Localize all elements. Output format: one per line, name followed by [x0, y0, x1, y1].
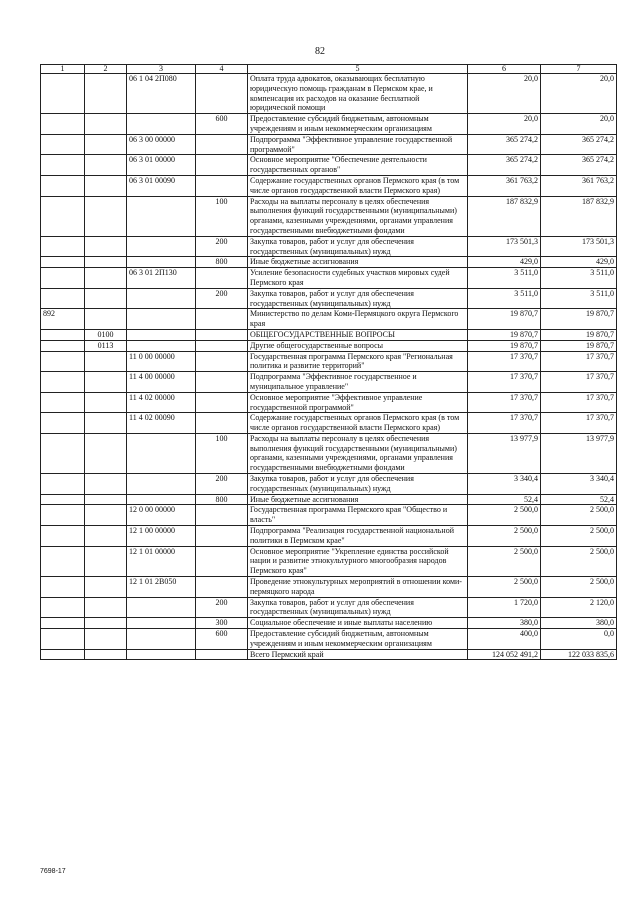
table-row [41, 175, 617, 196]
expense-type-code: 100 [196, 196, 248, 236]
table-row [41, 134, 617, 155]
amount-col-6: 1 720,0 [468, 597, 541, 618]
section-code [85, 236, 127, 257]
ministry-code [41, 577, 85, 598]
expense-name: Иные бюджетные ассигнования [248, 494, 468, 505]
amount-col-7: 2 500,0 [541, 505, 617, 526]
section-code [85, 577, 127, 598]
table-row [41, 649, 617, 660]
table-row [41, 433, 617, 473]
expense-type-code [196, 392, 248, 413]
target-article-code: 12 1 01 00000 [127, 546, 196, 576]
expense-type-code [196, 577, 248, 598]
expense-type-code [196, 505, 248, 526]
amount-col-7: 380,0 [541, 618, 617, 629]
amount-col-6: 3 511,0 [468, 288, 541, 309]
ministry-code [41, 268, 85, 289]
target-article-code: 11 4 00 00000 [127, 372, 196, 393]
amount-col-7: 19 870,7 [541, 329, 617, 340]
table-row [41, 236, 617, 257]
table-row [41, 474, 617, 495]
amount-col-6: 17 370,7 [468, 392, 541, 413]
ministry-code [41, 74, 85, 114]
target-article-code [127, 114, 196, 135]
ministry-code [41, 257, 85, 268]
section-code [85, 257, 127, 268]
expense-type-code [196, 74, 248, 114]
table-row [41, 340, 617, 351]
section-code [85, 413, 127, 434]
amount-col-6: 361 763,2 [468, 175, 541, 196]
table-row [41, 413, 617, 434]
amount-col-6: 19 870,7 [468, 329, 541, 340]
expense-name: Основное мероприятие "Эффективное управление государственной программой" [248, 392, 468, 413]
amount-col-6: 365 274,2 [468, 155, 541, 176]
expense-type-code: 200 [196, 597, 248, 618]
amount-col-7: 429,0 [541, 257, 617, 268]
ministry-code [41, 618, 85, 629]
target-article-code: 06 3 00 00000 [127, 134, 196, 155]
expense-name: Подпрограмма "Реализация государственной национальной политики в Пермском крае" [248, 526, 468, 547]
amount-col-6: 19 870,7 [468, 340, 541, 351]
expense-name: Проведение этнокультурных мероприятий в отношении коми-пермяцкого народа [248, 577, 468, 598]
page-number: 82 [315, 46, 325, 57]
table-row [41, 597, 617, 618]
table-row [41, 392, 617, 413]
expense-type-code [196, 268, 248, 289]
table-row [41, 494, 617, 505]
table-row [41, 257, 617, 268]
amount-col-7: 3 511,0 [541, 288, 617, 309]
target-article-code [127, 340, 196, 351]
expense-type-code: 600 [196, 629, 248, 650]
expense-type-code [196, 372, 248, 393]
section-code [85, 505, 127, 526]
ministry-code [41, 629, 85, 650]
expense-type-code [196, 649, 248, 660]
expense-type-code: 200 [196, 288, 248, 309]
expense-type-code: 200 [196, 474, 248, 495]
expense-name: Расходы на выплаты персоналу в целях обеспечения выполнения функций государственными (муниципальными) органами, казенными учреждениями, органами управления государственными внебюджетными фондами [248, 196, 468, 236]
table-row [41, 309, 617, 330]
target-article-code [127, 288, 196, 309]
expense-name: Государственная программа Пермского края "Региональная политика и развитие территорий" [248, 351, 468, 372]
table-row [41, 618, 617, 629]
expense-name: Закупка товаров, работ и услуг для обеспечения государственных (муниципальных) нужд [248, 597, 468, 618]
expense-type-code: 600 [196, 114, 248, 135]
target-article-code: 06 1 04 2П080 [127, 74, 196, 114]
amount-col-7: 2 120,0 [541, 597, 617, 618]
ministry-code [41, 288, 85, 309]
table-row [41, 196, 617, 236]
amount-col-7: 187 832,9 [541, 196, 617, 236]
amount-col-7: 19 870,7 [541, 309, 617, 330]
ministry-code [41, 329, 85, 340]
section-code: 0100 [85, 329, 127, 340]
section-code [85, 392, 127, 413]
amount-col-6: 17 370,7 [468, 413, 541, 434]
table-row [41, 629, 617, 650]
expense-type-code [196, 155, 248, 176]
section-code [85, 309, 127, 330]
expense-name: Государственная программа Пермского края "Общество и власть" [248, 505, 468, 526]
ministry-code [41, 196, 85, 236]
section-code [85, 74, 127, 114]
column-number-row [41, 65, 617, 74]
amount-col-6: 3 511,0 [468, 268, 541, 289]
expense-type-code [196, 526, 248, 547]
ministry-code [41, 236, 85, 257]
section-code [85, 175, 127, 196]
section-code [85, 155, 127, 176]
amount-col-7: 2 500,0 [541, 577, 617, 598]
ministry-code [41, 546, 85, 576]
expense-name: Основное мероприятие "Укрепление единства российской нации и развитие этнокультурного многообразия народов Пермского края" [248, 546, 468, 576]
amount-col-6: 187 832,9 [468, 196, 541, 236]
expense-type-code: 300 [196, 618, 248, 629]
amount-col-6: 173 501,3 [468, 236, 541, 257]
target-article-code: 12 0 00 00000 [127, 505, 196, 526]
amount-col-6: 2 500,0 [468, 577, 541, 598]
ministry-code [41, 494, 85, 505]
expense-type-code [196, 309, 248, 330]
amount-col-7: 2 500,0 [541, 546, 617, 576]
target-article-code [127, 433, 196, 473]
expense-name: Предоставление субсидий бюджетным, автономным учреждениям и иным некоммерческим организациям [248, 629, 468, 650]
section-code [85, 433, 127, 473]
section-code [85, 288, 127, 309]
amount-col-6: 124 052 491,2 [468, 649, 541, 660]
amount-col-6: 20,0 [468, 74, 541, 114]
column-number: 4 [196, 65, 248, 74]
amount-col-7: 17 370,7 [541, 372, 617, 393]
section-code [85, 268, 127, 289]
amount-col-6: 2 500,0 [468, 546, 541, 576]
target-article-code: 06 3 01 00090 [127, 175, 196, 196]
target-article-code: 11 0 00 00000 [127, 351, 196, 372]
budget-table [40, 64, 617, 660]
section-code [85, 114, 127, 135]
table-row [41, 505, 617, 526]
target-article-code [127, 329, 196, 340]
target-article-code: 11 4 02 00090 [127, 413, 196, 434]
target-article-code [127, 309, 196, 330]
expense-type-code [196, 329, 248, 340]
section-code [85, 526, 127, 547]
column-number: 2 [85, 65, 127, 74]
amount-col-7: 122 033 835,6 [541, 649, 617, 660]
amount-col-6: 400,0 [468, 629, 541, 650]
target-article-code: 06 3 01 2П130 [127, 268, 196, 289]
target-article-code [127, 597, 196, 618]
ministry-code [41, 413, 85, 434]
amount-col-7: 17 370,7 [541, 413, 617, 434]
section-code [85, 629, 127, 650]
ministry-code [41, 340, 85, 351]
target-article-code [127, 474, 196, 495]
section-code [85, 372, 127, 393]
amount-col-7: 17 370,7 [541, 351, 617, 372]
expense-type-code [196, 413, 248, 434]
target-article-code [127, 629, 196, 650]
section-code [85, 494, 127, 505]
amount-col-7: 13 977,9 [541, 433, 617, 473]
expense-type-code: 200 [196, 236, 248, 257]
amount-col-6: 20,0 [468, 114, 541, 135]
section-code [85, 597, 127, 618]
amount-col-6: 2 500,0 [468, 526, 541, 547]
expense-name: Иные бюджетные ассигнования [248, 257, 468, 268]
ministry-code [41, 433, 85, 473]
target-article-code: 12 1 00 00000 [127, 526, 196, 547]
section-code: 0113 [85, 340, 127, 351]
expense-name: Всего Пермский край [248, 649, 468, 660]
ministry-code [41, 175, 85, 196]
section-code [85, 196, 127, 236]
ministry-code [41, 505, 85, 526]
target-article-code [127, 618, 196, 629]
amount-col-7: 3 340,4 [541, 474, 617, 495]
target-article-code [127, 649, 196, 660]
target-article-code: 12 1 01 2В050 [127, 577, 196, 598]
ministry-code [41, 649, 85, 660]
ministry-code [41, 114, 85, 135]
column-number: 5 [248, 65, 468, 74]
amount-col-6: 365 274,2 [468, 134, 541, 155]
amount-col-7: 365 274,2 [541, 134, 617, 155]
expense-type-code [196, 134, 248, 155]
target-article-code [127, 236, 196, 257]
document-code: 7698-17 [40, 868, 66, 875]
section-code [85, 474, 127, 495]
expense-name: Закупка товаров, работ и услуг для обеспечения государственных (муниципальных) нужд [248, 236, 468, 257]
table-row [41, 114, 617, 135]
table-row [41, 155, 617, 176]
amount-col-6: 3 340,4 [468, 474, 541, 495]
table-row [41, 546, 617, 576]
amount-col-7: 20,0 [541, 114, 617, 135]
expense-type-code: 800 [196, 494, 248, 505]
target-article-code: 06 3 01 00000 [127, 155, 196, 176]
expense-type-code: 100 [196, 433, 248, 473]
target-article-code [127, 257, 196, 268]
column-number: 7 [541, 65, 617, 74]
table-row [41, 74, 617, 114]
table-row [41, 351, 617, 372]
amount-col-7: 20,0 [541, 74, 617, 114]
table-row [41, 329, 617, 340]
ministry-code [41, 392, 85, 413]
expense-name: Предоставление субсидий бюджетным, автономным учреждениям и иным некоммерческим организациям [248, 114, 468, 135]
expense-type-code: 800 [196, 257, 248, 268]
table-row [41, 526, 617, 547]
amount-col-6: 2 500,0 [468, 505, 541, 526]
table-row [41, 288, 617, 309]
ministry-code [41, 597, 85, 618]
expense-name: Социальное обеспечение и иные выплаты населению [248, 618, 468, 629]
expense-name: Подпрограмма "Эффективное государственное и муниципальное управление" [248, 372, 468, 393]
target-article-code [127, 494, 196, 505]
amount-col-7: 365 274,2 [541, 155, 617, 176]
section-code [85, 546, 127, 576]
amount-col-6: 429,0 [468, 257, 541, 268]
column-number: 6 [468, 65, 541, 74]
expense-type-code [196, 175, 248, 196]
amount-col-6: 17 370,7 [468, 372, 541, 393]
expense-name: Основное мероприятие "Обеспечение деятельности государственных органов" [248, 155, 468, 176]
amount-col-6: 17 370,7 [468, 351, 541, 372]
expense-name: Другие общегосударственные вопросы [248, 340, 468, 351]
table-body [41, 74, 617, 660]
expense-name: Расходы на выплаты персоналу в целях обеспечения выполнения функций государственными (муниципальными) органами, казенными учреждениями, органами управления государственными внебюджетными фондами [248, 433, 468, 473]
expense-name: Министерство по делам Коми-Пермяцкого округа Пермского края [248, 309, 468, 330]
amount-col-6: 13 977,9 [468, 433, 541, 473]
section-code [85, 618, 127, 629]
target-article-code [127, 196, 196, 236]
section-code [85, 351, 127, 372]
column-number: 1 [41, 65, 85, 74]
expense-name: Закупка товаров, работ и услуг для обеспечения государственных (муниципальных) нужд [248, 288, 468, 309]
expense-name: Оплата труда адвокатов, оказывающих бесплатную юридическую помощь гражданам в Пермском крае, и компенсация их расходов на оказание бесплатной юридической помощи [248, 74, 468, 114]
amount-col-6: 19 870,7 [468, 309, 541, 330]
expense-type-code [196, 351, 248, 372]
amount-col-7: 173 501,3 [541, 236, 617, 257]
expense-name: Закупка товаров, работ и услуг для обеспечения государственных (муниципальных) нужд [248, 474, 468, 495]
table-row [41, 268, 617, 289]
expense-name: ОБЩЕГОСУДАРСТВЕННЫЕ ВОПРОСЫ [248, 329, 468, 340]
ministry-code [41, 155, 85, 176]
amount-col-7: 361 763,2 [541, 175, 617, 196]
column-number: 3 [127, 65, 196, 74]
amount-col-7: 0,0 [541, 629, 617, 650]
ministry-code: 892 [41, 309, 85, 330]
ministry-code [41, 134, 85, 155]
ministry-code [41, 351, 85, 372]
expense-name: Содержание государственных органов Пермского края (в том числе органов государственной власти Пермского края) [248, 413, 468, 434]
amount-col-7: 2 500,0 [541, 526, 617, 547]
amount-col-7: 17 370,7 [541, 392, 617, 413]
expense-type-code [196, 546, 248, 576]
amount-col-7: 19 870,7 [541, 340, 617, 351]
amount-col-7: 52,4 [541, 494, 617, 505]
expense-name: Усиление безопасности судебных участков мировых судей Пермского края [248, 268, 468, 289]
ministry-code [41, 474, 85, 495]
ministry-code [41, 526, 85, 547]
section-code [85, 649, 127, 660]
table-row [41, 372, 617, 393]
ministry-code [41, 372, 85, 393]
amount-col-7: 3 511,0 [541, 268, 617, 289]
expense-type-code [196, 340, 248, 351]
section-code [85, 134, 127, 155]
amount-col-6: 52,4 [468, 494, 541, 505]
amount-col-6: 380,0 [468, 618, 541, 629]
expense-name: Содержание государственных органов Пермского края (в том числе органов государственной власти Пермского края) [248, 175, 468, 196]
target-article-code: 11 4 02 00000 [127, 392, 196, 413]
expense-name: Подпрограмма "Эффективное управление государственной программой" [248, 134, 468, 155]
table-row [41, 577, 617, 598]
